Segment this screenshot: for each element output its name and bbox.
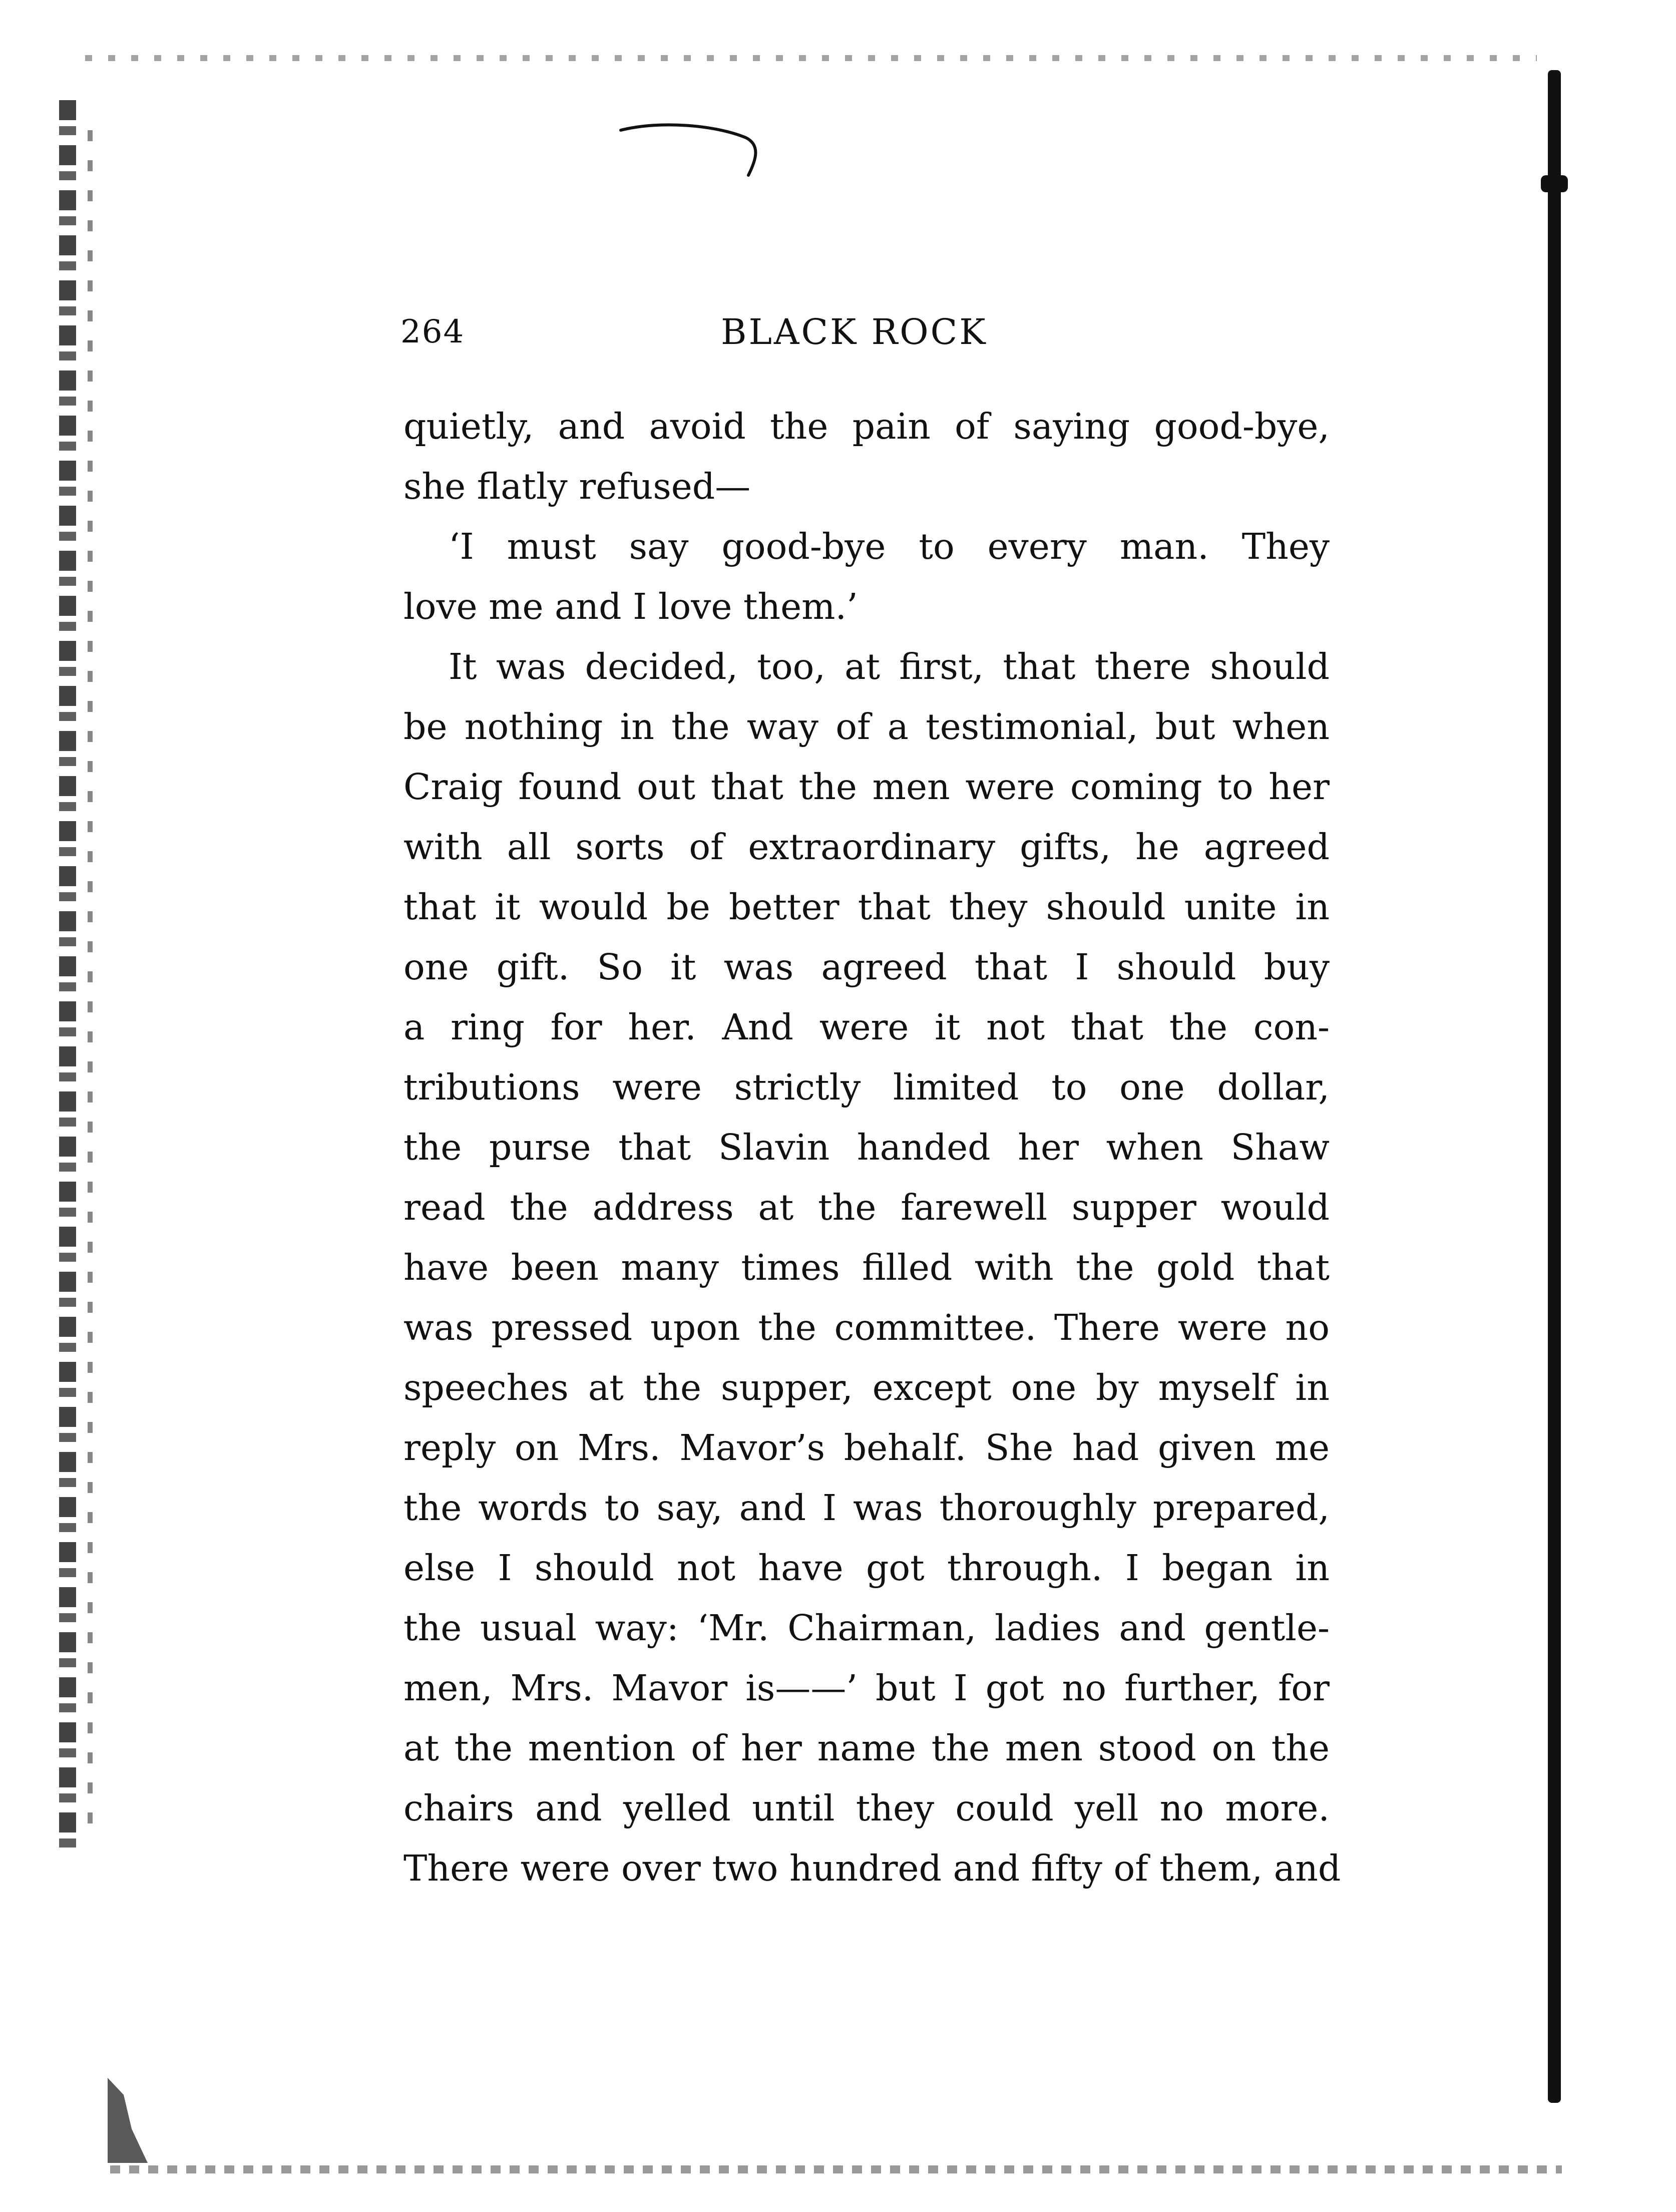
text-line: with all sorts of extraordinary gifts, he agreed [403, 826, 1330, 868]
text-line: she flatly refused— [403, 466, 751, 507]
scan-right-binding-knob [1541, 175, 1568, 192]
text-line: There were over two hundred and fifty of them, and [403, 1848, 1341, 1889]
text-line: was pressed upon the committee. There were no [403, 1307, 1330, 1348]
scan-corner-smudge [108, 2078, 148, 2163]
text-line: at the mention of her name the men stood on the [403, 1727, 1330, 1769]
text-line: reply on Mrs. Mavor’s behalf. She had given me [403, 1427, 1330, 1468]
scan-top-edge [85, 55, 1537, 61]
text-line: the purse that Slavin handed her when Shaw [403, 1127, 1330, 1168]
text-line: chairs and yelled until they could yell no more. [403, 1787, 1330, 1829]
text-line: that it would be better that they should unite in [403, 886, 1330, 928]
text-line: It was decided, too, at first, that there should [449, 646, 1330, 687]
text-line: be nothing in the way of a testimonial, but when [403, 706, 1330, 748]
page-number: 264 [400, 313, 465, 350]
text-line: men, Mrs. Mavor is——’ but I got no further, for [403, 1667, 1330, 1709]
text-line: Craig found out that the men were coming to her [403, 766, 1330, 808]
text-line: else I should not have got through. I began in [403, 1547, 1330, 1589]
text-line: read the address at the farewell supper would [403, 1187, 1330, 1228]
scan-left-edge-thin [88, 130, 93, 1842]
scan-bottom-edge [110, 2165, 1562, 2173]
text-line: a ring for her. And were it not that the con- [403, 1006, 1330, 1048]
text-line: one gift. So it was agreed that I should buy [403, 946, 1330, 988]
text-line: love me and I love them.’ [403, 586, 858, 627]
text-line: have been many times filled with the gold that [403, 1247, 1330, 1288]
running-title: BLACK ROCK [721, 311, 988, 352]
text-line: quietly, and avoid the pain of saying good-bye, [403, 406, 1330, 447]
text-line: speeches at the supper, except one by myself in [403, 1367, 1330, 1408]
text-line: the usual way: ‘Mr. Chairman, ladies and gentle- [403, 1607, 1330, 1649]
scan-right-binding [1548, 70, 1561, 2103]
scan-left-edge [59, 100, 76, 1853]
page-header [400, 309, 1402, 354]
text-line: the words to say, and I was thoroughly prepared, [403, 1487, 1330, 1529]
handwritten-mark [616, 115, 766, 190]
text-line: ‘I must say good-bye to every man. They [449, 526, 1330, 567]
body-text [403, 397, 1341, 1899]
text-line: tributions were strictly limited to one dollar, [403, 1066, 1330, 1108]
